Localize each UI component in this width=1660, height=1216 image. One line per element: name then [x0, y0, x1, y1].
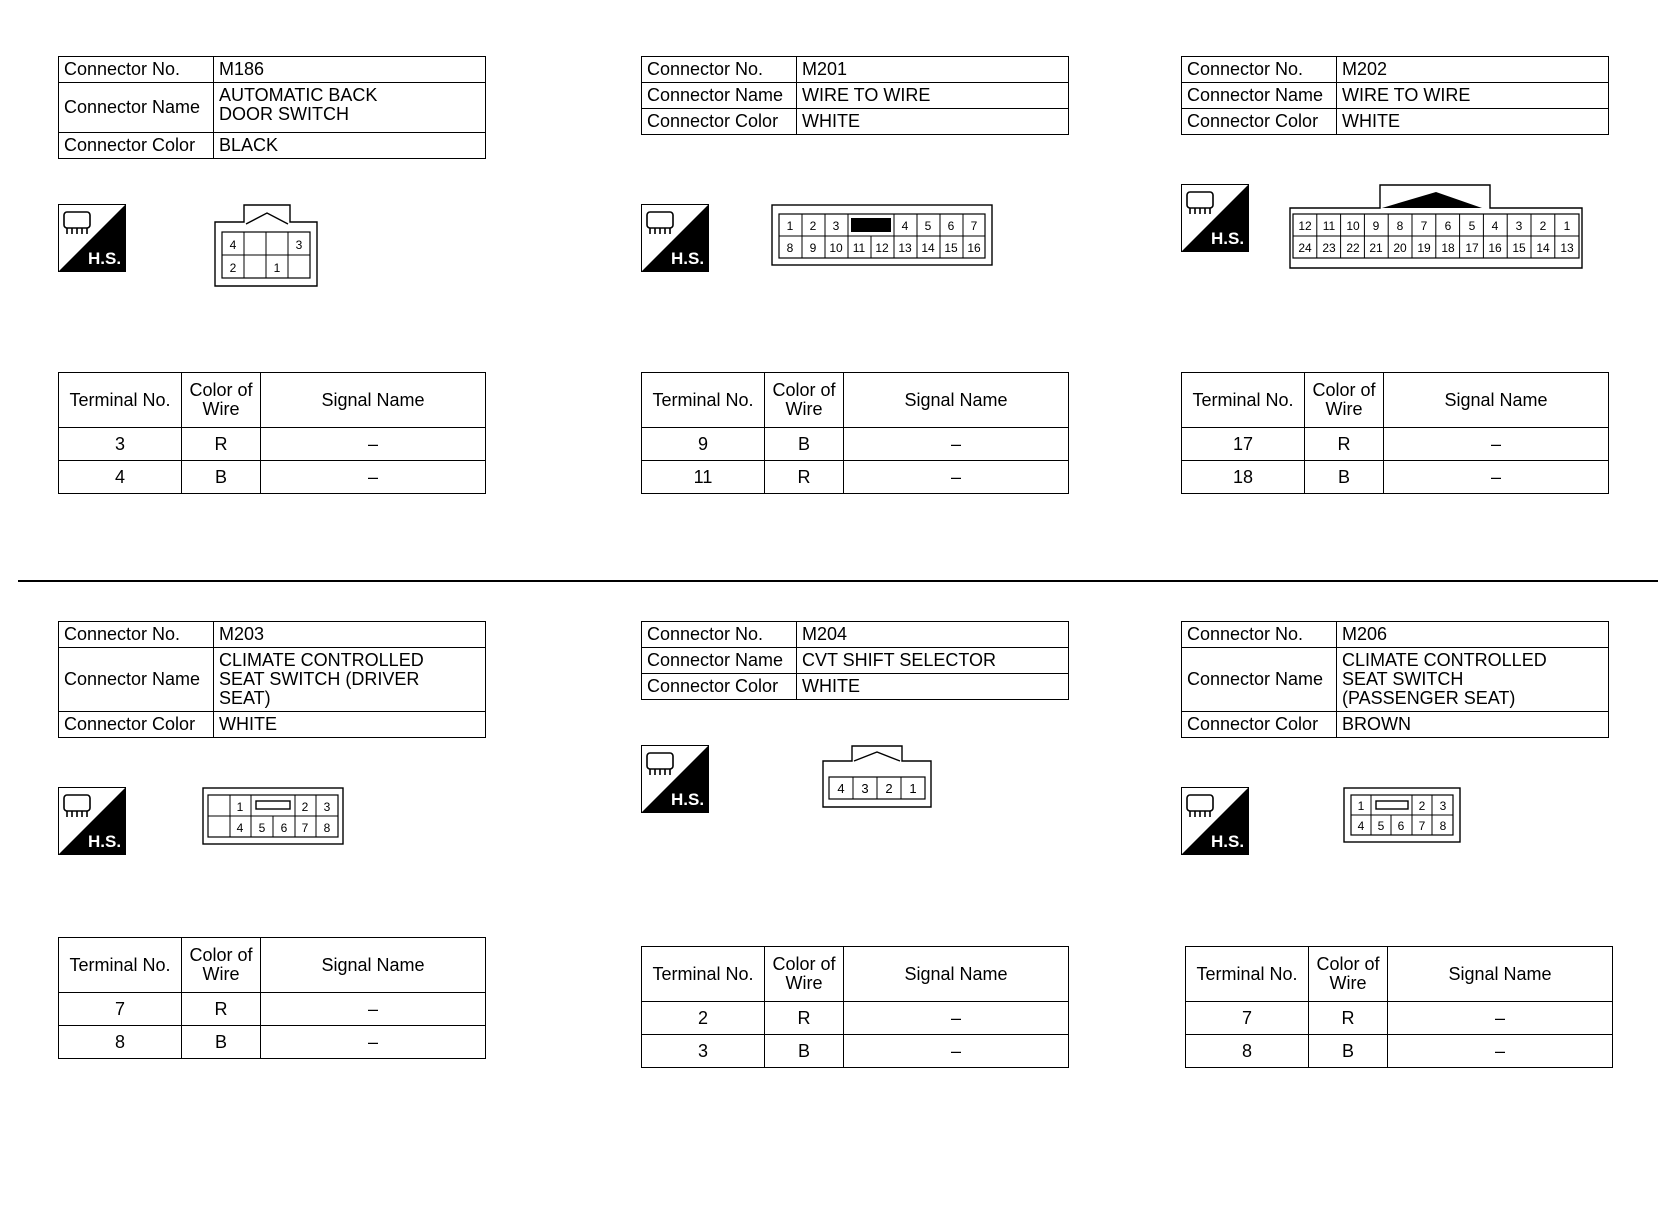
connector-name-label: Connector Name	[1182, 83, 1337, 109]
svg-text:3: 3	[1515, 219, 1523, 233]
terminal-no-header: Terminal No.	[642, 947, 765, 1002]
connector-no-value: M204	[797, 622, 1069, 648]
connector-info-table	[641, 621, 1069, 700]
table-row: 17 R –	[1182, 428, 1609, 461]
table-row: 7 R –	[59, 993, 486, 1026]
connector-face-diagram	[214, 204, 318, 288]
connector-no-label: Connector No.	[59, 57, 214, 83]
svg-text:16: 16	[967, 241, 981, 255]
connector-color-value: WHITE	[1337, 109, 1609, 135]
wire-color-header: Color of Wire	[182, 373, 261, 428]
svg-text:14: 14	[1536, 241, 1550, 255]
connector-color-label: Connector Color	[1182, 712, 1337, 738]
connector-name-value: WIRE TO WIRE	[797, 83, 1069, 109]
connector-color-value: BROWN	[1337, 712, 1609, 738]
svg-text:3: 3	[323, 800, 331, 814]
connector-name-label: Connector Name	[642, 648, 797, 674]
pin-4: 4	[229, 238, 237, 252]
connector-panel-m186	[58, 56, 488, 526]
connector-color-label: Connector Color	[642, 109, 797, 135]
connector-name-value	[1337, 648, 1609, 712]
svg-text:4: 4	[1357, 819, 1365, 833]
harness-side-icon	[641, 745, 709, 813]
connector-face-diagram	[1289, 184, 1583, 270]
svg-text:22: 22	[1346, 241, 1360, 255]
connector-name-label: Connector Name	[59, 83, 214, 133]
svg-text:8: 8	[786, 241, 794, 255]
wire-color-header: Color of Wire	[182, 938, 261, 993]
svg-text:17: 17	[1465, 241, 1479, 255]
svg-text:11: 11	[1322, 219, 1336, 233]
svg-text:6: 6	[280, 821, 288, 835]
connector-info-table	[1181, 621, 1609, 738]
svg-text:3: 3	[1439, 799, 1447, 813]
terminal-table	[1181, 372, 1609, 494]
terminal-no-header: Terminal No.	[59, 938, 182, 993]
signal-name-header: Signal Name	[261, 373, 486, 428]
connector-no-label: Connector No.	[59, 622, 214, 648]
connector-color-value: WHITE	[797, 674, 1069, 700]
wire-color-header: Color of Wire	[1305, 373, 1384, 428]
signal-name-header: Signal Name	[1384, 373, 1609, 428]
table-row: 2 R –	[642, 1002, 1069, 1035]
connector-no-label: Connector No.	[1182, 622, 1337, 648]
terminal-no-header: Terminal No.	[59, 373, 182, 428]
signal-name-header: Signal Name	[1388, 947, 1613, 1002]
name-line: DOOR SWITCH	[219, 104, 349, 124]
svg-text:9: 9	[809, 241, 817, 255]
svg-text:15: 15	[1512, 241, 1526, 255]
svg-text:21: 21	[1369, 241, 1383, 255]
hs-badge-text: H.S.	[1211, 832, 1245, 851]
pin-3: 3	[295, 238, 303, 252]
hs-badge-text: H.S.	[671, 249, 705, 268]
hs-badge-text: H.S.	[88, 249, 122, 268]
svg-text:5: 5	[924, 219, 932, 233]
connector-no-label: Connector No.	[642, 57, 797, 83]
terminal-no-header: Terminal No.	[642, 373, 765, 428]
svg-text:15: 15	[944, 241, 958, 255]
table-row: 3 B –	[642, 1035, 1069, 1068]
connector-no-value: M202	[1337, 57, 1609, 83]
name-line: CLIMATE CONTROLLED	[1342, 650, 1547, 670]
connector-panel-m202	[1181, 56, 1611, 526]
pin-2: 2	[229, 261, 237, 275]
connector-info-table	[58, 56, 486, 159]
svg-text:1: 1	[909, 781, 917, 796]
connector-name-value: CVT SHIFT SELECTOR	[797, 648, 1069, 674]
svg-text:7: 7	[970, 219, 978, 233]
connector-no-value: M201	[797, 57, 1069, 83]
svg-text:11: 11	[852, 241, 866, 255]
signal-name-header: Signal Name	[261, 938, 486, 993]
svg-text:20: 20	[1393, 241, 1407, 255]
key-block	[851, 218, 891, 232]
wire-color-header: Color of Wire	[765, 947, 844, 1002]
connector-name-label: Connector Name	[642, 83, 797, 109]
svg-text:24: 24	[1298, 241, 1312, 255]
connector-panel-m204	[641, 621, 1071, 1091]
svg-text:5: 5	[1377, 819, 1385, 833]
hs-badge-text: H.S.	[671, 790, 705, 809]
wire-color-header: Color of Wire	[765, 373, 844, 428]
connector-face-diagram	[771, 204, 993, 266]
connector-name-value	[214, 83, 486, 133]
svg-text:8: 8	[1439, 819, 1447, 833]
svg-text:8: 8	[323, 821, 331, 835]
terminal-table	[641, 372, 1069, 494]
svg-text:4: 4	[837, 781, 845, 796]
svg-text:1: 1	[1563, 219, 1571, 233]
name-line: AUTOMATIC BACK	[219, 85, 378, 105]
svg-text:12: 12	[875, 241, 889, 255]
svg-text:3: 3	[861, 781, 869, 796]
table-row: 3 R –	[59, 428, 486, 461]
harness-side-icon	[58, 204, 126, 272]
svg-text:1: 1	[1357, 799, 1365, 813]
svg-text:6: 6	[947, 219, 955, 233]
connector-name-label: Connector Name	[59, 648, 214, 712]
connector-name-value: WIRE TO WIRE	[1337, 83, 1609, 109]
svg-text:4: 4	[236, 821, 244, 835]
harness-side-icon	[1181, 184, 1249, 252]
connector-info-table	[58, 621, 486, 738]
connector-no-value: M203	[214, 622, 486, 648]
connector-no-value: M206	[1337, 622, 1609, 648]
connector-color-label: Connector Color	[642, 674, 797, 700]
svg-text:13: 13	[1560, 241, 1574, 255]
svg-text:4: 4	[1491, 219, 1499, 233]
connector-no-value: M186	[214, 57, 486, 83]
name-line: SEAT)	[219, 688, 271, 708]
harness-side-icon	[58, 787, 126, 855]
svg-text:6: 6	[1397, 819, 1405, 833]
connector-panel-m201	[641, 56, 1071, 526]
name-line: CLIMATE CONTROLLED	[219, 650, 424, 670]
terminal-no-header: Terminal No.	[1186, 947, 1309, 1002]
connector-color-label: Connector Color	[59, 712, 214, 738]
connector-name-value	[214, 648, 486, 712]
terminal-table	[1185, 946, 1613, 1068]
hs-badge-text: H.S.	[88, 832, 122, 851]
svg-text:23: 23	[1322, 241, 1336, 255]
connector-color-value: WHITE	[797, 109, 1069, 135]
svg-text:1: 1	[236, 800, 244, 814]
connector-color-value: WHITE	[214, 712, 486, 738]
connector-no-label: Connector No.	[1182, 57, 1337, 83]
svg-text:2: 2	[1418, 799, 1426, 813]
svg-text:10: 10	[1346, 219, 1360, 233]
svg-text:13: 13	[898, 241, 912, 255]
svg-text:9: 9	[1372, 219, 1380, 233]
name-line: SEAT SWITCH (DRIVER	[219, 669, 420, 689]
terminal-table	[58, 372, 486, 494]
svg-text:18: 18	[1441, 241, 1455, 255]
pin-1: 1	[273, 261, 281, 275]
name-line: SEAT SWITCH	[1342, 669, 1464, 689]
wire-color-header: Color of Wire	[1309, 947, 1388, 1002]
connector-face-diagram	[822, 745, 932, 809]
svg-text:2: 2	[301, 800, 309, 814]
svg-text:19: 19	[1417, 241, 1431, 255]
connector-color-label: Connector Color	[59, 133, 214, 159]
connector-color-value: BLACK	[214, 133, 486, 159]
harness-side-icon	[1181, 787, 1249, 855]
table-row: 18 B –	[1182, 461, 1609, 494]
svg-text:5: 5	[258, 821, 266, 835]
table-row: 8 B –	[59, 1026, 486, 1059]
svg-text:3: 3	[832, 219, 840, 233]
table-row: 4 B –	[59, 461, 486, 494]
svg-text:4: 4	[901, 219, 909, 233]
svg-text:2: 2	[1539, 219, 1547, 233]
hs-badge-text: H.S.	[1211, 229, 1245, 248]
connector-face-diagram	[202, 787, 344, 845]
signal-name-header: Signal Name	[844, 947, 1069, 1002]
svg-text:8: 8	[1396, 219, 1404, 233]
terminal-table	[641, 946, 1069, 1068]
connector-color-label: Connector Color	[1182, 109, 1337, 135]
table-row: 7 R –	[1186, 1002, 1613, 1035]
svg-text:10: 10	[829, 241, 843, 255]
svg-text:5: 5	[1468, 219, 1476, 233]
svg-text:7: 7	[301, 821, 309, 835]
name-line: (PASSENGER SEAT)	[1342, 688, 1516, 708]
svg-text:2: 2	[809, 219, 817, 233]
terminal-no-header: Terminal No.	[1182, 373, 1305, 428]
signal-name-header: Signal Name	[844, 373, 1069, 428]
table-row: 11 R –	[642, 461, 1069, 494]
section-divider	[18, 580, 1658, 582]
connector-panel-m206	[1181, 621, 1611, 1091]
svg-text:6: 6	[1444, 219, 1452, 233]
svg-text:16: 16	[1488, 241, 1502, 255]
svg-text:2: 2	[885, 781, 893, 796]
svg-text:7: 7	[1418, 819, 1426, 833]
connector-no-label: Connector No.	[642, 622, 797, 648]
svg-text:14: 14	[921, 241, 935, 255]
terminal-table	[58, 937, 486, 1059]
table-row: 8 B –	[1186, 1035, 1613, 1068]
svg-text:1: 1	[786, 219, 794, 233]
connector-face-diagram	[1343, 787, 1461, 843]
connector-info-table	[641, 56, 1069, 135]
svg-text:12: 12	[1298, 219, 1312, 233]
connector-name-label: Connector Name	[1182, 648, 1337, 712]
connector-info-table	[1181, 56, 1609, 135]
harness-side-icon	[641, 204, 709, 272]
svg-text:7: 7	[1420, 219, 1428, 233]
connector-panel-m203	[58, 621, 488, 1091]
table-row: 9 B –	[642, 428, 1069, 461]
